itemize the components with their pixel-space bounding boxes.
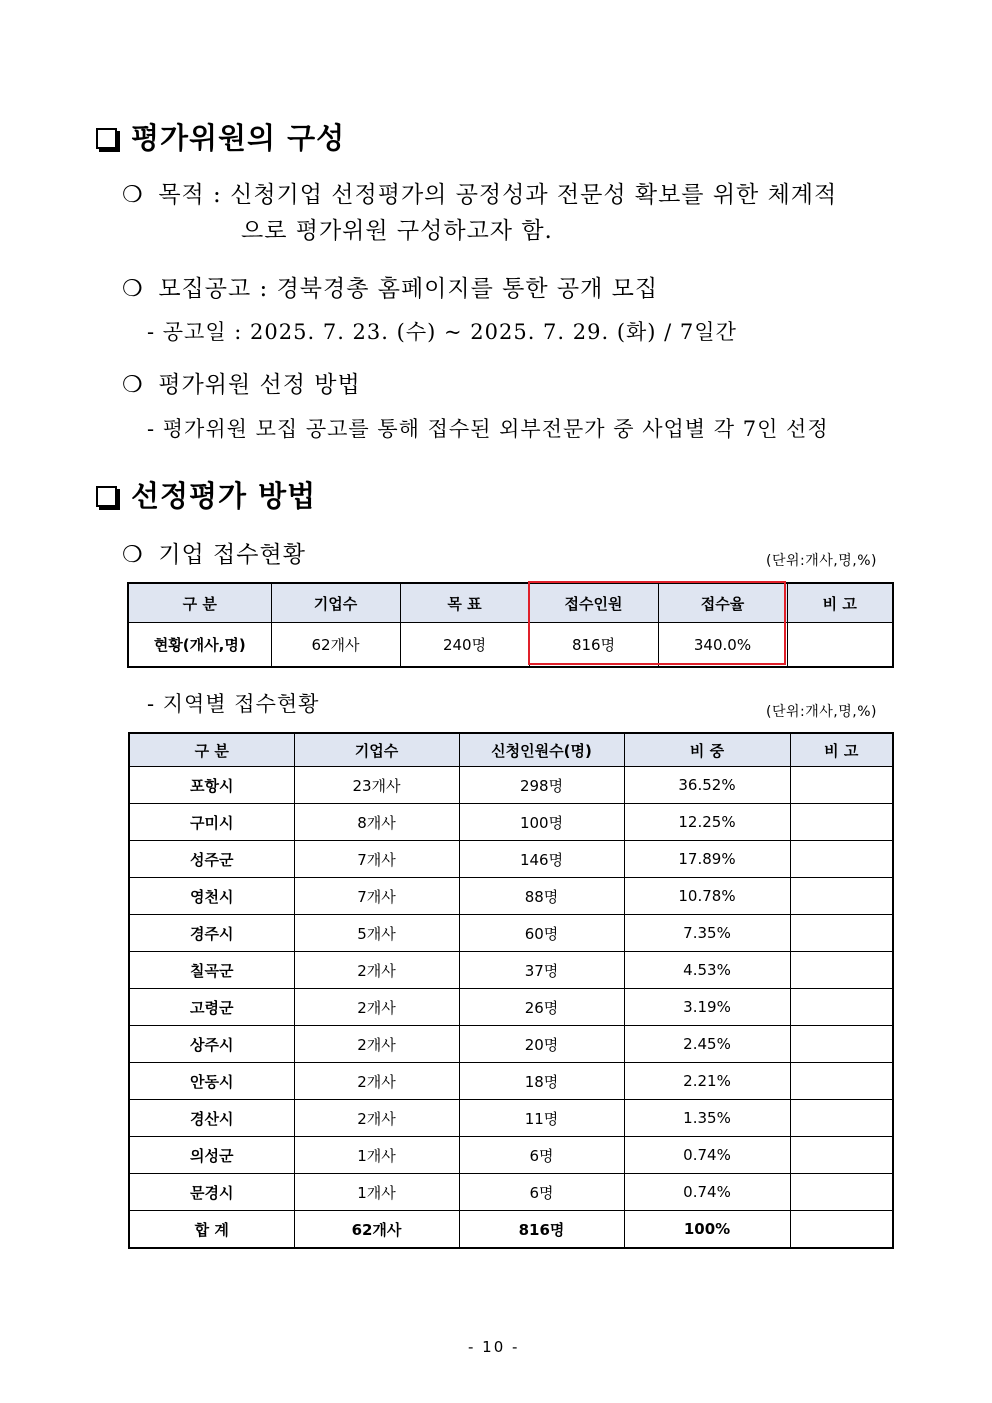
table-row: [129, 767, 893, 804]
bullet-purpose: [122, 176, 837, 209]
total-cell-region: 합 계: [129, 1211, 294, 1249]
table-row: [129, 1026, 893, 1063]
cell-applicants: 26명: [459, 989, 624, 1026]
cell-company-count: 7개사: [294, 841, 459, 878]
header-company-count: 기업수: [271, 583, 400, 623]
cell-target: 240명: [400, 623, 529, 668]
cell-company-count: 1개사: [294, 1174, 459, 1211]
cell-region: 고령군: [129, 989, 294, 1026]
cell-remarks: [790, 952, 893, 989]
section-1-heading: [96, 116, 345, 157]
cell-region: 의성군: [129, 1137, 294, 1174]
table-row: [129, 1174, 893, 1211]
page-number: - 10 -: [468, 1338, 520, 1356]
cell-remarks: [787, 623, 893, 668]
header-remarks: 비 고: [790, 733, 893, 767]
cell-share: 7.35%: [624, 915, 790, 952]
purpose-label: 목적: [158, 182, 205, 208]
circle-bullet-icon: ❍: [122, 372, 144, 398]
cell-share: 12.25%: [624, 804, 790, 841]
section-1-title: 평가위원의 구성: [131, 121, 346, 155]
cell-share: 1.35%: [624, 1100, 790, 1137]
cell-share: 36.52%: [624, 767, 790, 804]
cell-category: 현황(개사,명): [128, 623, 271, 668]
cell-region: 칠곡군: [129, 952, 294, 989]
cell-share: 3.19%: [624, 989, 790, 1026]
cell-remarks: [790, 1100, 893, 1137]
announcement-period: - 공고일 : 2025. 7. 23. (수) ~ 2025. 7. 29. (화) / 7일간: [147, 320, 737, 344]
cell-company-count: 7개사: [294, 878, 459, 915]
cell-company-count: 1개사: [294, 1137, 459, 1174]
header-applicants: 접수인원: [529, 583, 658, 623]
cell-share: 17.89%: [624, 841, 790, 878]
cell-company-count: 2개사: [294, 1026, 459, 1063]
regional-header-row: [129, 733, 893, 767]
cell-share: 0.74%: [624, 1174, 790, 1211]
table-row: [129, 804, 893, 841]
regional-unit-label: (단위:개사,명,%): [766, 704, 877, 720]
cell-remarks: [790, 989, 893, 1026]
header-share: 비 중: [624, 733, 790, 767]
circle-bullet-icon: ❍: [122, 276, 144, 302]
cell-applicants: 816명: [529, 623, 658, 668]
cell-applicants: 6명: [459, 1174, 624, 1211]
cell-remarks: [790, 767, 893, 804]
selection-method-label: 평가위원 선정 방법: [158, 372, 361, 398]
cell-region: 경산시: [129, 1100, 294, 1137]
separator: :: [251, 276, 277, 302]
checkbox-square-icon: [96, 128, 117, 149]
cell-applicants: 37명: [459, 952, 624, 989]
cell-remarks: [790, 1026, 893, 1063]
cell-remarks: [790, 915, 893, 952]
cell-remarks: [790, 1063, 893, 1100]
cell-company-count: 5개사: [294, 915, 459, 952]
header-category: 구 분: [129, 733, 294, 767]
cell-company-count: 2개사: [294, 1063, 459, 1100]
total-cell-share: 100%: [624, 1211, 790, 1249]
header-company-count: 기업수: [294, 733, 459, 767]
bullet-recruitment: [122, 270, 658, 303]
cell-applicants: 100명: [459, 804, 624, 841]
table-row: [129, 915, 893, 952]
cell-region: 포항시: [129, 767, 294, 804]
section-2-title: 선정평가 방법: [131, 479, 317, 513]
checkbox-square-icon: [96, 486, 117, 507]
recruitment-label: 모집공고: [158, 276, 252, 302]
cell-applicants: 20명: [459, 1026, 624, 1063]
cell-applicants: 11명: [459, 1100, 624, 1137]
cell-share: 4.53%: [624, 952, 790, 989]
cell-applicants: 146명: [459, 841, 624, 878]
cell-remarks: [790, 1137, 893, 1174]
total-row: [129, 1211, 893, 1249]
cell-share: 2.45%: [624, 1026, 790, 1063]
cell-share: 10.78%: [624, 878, 790, 915]
total-cell-company-count: 62개사: [294, 1211, 459, 1249]
table-row: [129, 1100, 893, 1137]
cell-remarks: [790, 841, 893, 878]
cell-region: 영천시: [129, 878, 294, 915]
cell-applicants: 18명: [459, 1063, 624, 1100]
cell-applicants: 60명: [459, 915, 624, 952]
cell-rate: 340.0%: [658, 623, 787, 668]
cell-region: 상주시: [129, 1026, 294, 1063]
header-rate: 접수율: [658, 583, 787, 623]
section-2-heading: [96, 474, 316, 515]
circle-bullet-icon: ❍: [122, 182, 144, 208]
table-row: [129, 878, 893, 915]
cell-company-count: 62개사: [271, 623, 400, 668]
cell-share: 2.21%: [624, 1063, 790, 1100]
header-remarks: 비 고: [787, 583, 893, 623]
recruitment-text: 경북경총 홈페이지를 통한 공개 모집: [276, 276, 659, 302]
cell-company-count: 2개사: [294, 989, 459, 1026]
cell-company-count: 8개사: [294, 804, 459, 841]
purpose-text-line1: 신청기업 선정평가의 공정성과 전문성 확보를 위한 체계적: [230, 182, 838, 208]
purpose-text-line2: 으로 평가위원 구성하고자 함.: [241, 218, 553, 244]
cell-remarks: [790, 1174, 893, 1211]
header-applicants: 신청인원수(명): [459, 733, 624, 767]
cell-applicants: 88명: [459, 878, 624, 915]
header-target: 목 표: [400, 583, 529, 623]
cell-applicants: 6명: [459, 1137, 624, 1174]
cell-region: 문경시: [129, 1174, 294, 1211]
table-row: [129, 1063, 893, 1100]
cell-company-count: 2개사: [294, 1100, 459, 1137]
cell-region: 안동시: [129, 1063, 294, 1100]
cell-remarks: [790, 804, 893, 841]
cell-applicants: 298명: [459, 767, 624, 804]
regional-title: - 지역별 접수현황: [147, 692, 320, 716]
company-reception-subtitle: [122, 536, 306, 569]
highlight-box: [528, 581, 786, 665]
table-row: [129, 952, 893, 989]
cell-region: 성주군: [129, 841, 294, 878]
cell-region: 경주시: [129, 915, 294, 952]
subtitle-text: 기업 접수현황: [158, 542, 306, 568]
regional-table: [128, 732, 894, 1249]
table-row: [129, 841, 893, 878]
cell-share: 0.74%: [624, 1137, 790, 1174]
cell-company-count: 2개사: [294, 952, 459, 989]
circle-bullet-icon: ❍: [122, 542, 144, 568]
total-cell-applicants: 816명: [459, 1211, 624, 1249]
cell-remarks: [790, 878, 893, 915]
header-category: 구 분: [128, 583, 271, 623]
cell-company-count: 23개사: [294, 767, 459, 804]
total-cell-remarks: [790, 1211, 893, 1249]
table-row: [129, 989, 893, 1026]
cell-region: 구미시: [129, 804, 294, 841]
bullet-selection-method: [122, 366, 361, 399]
separator: :: [204, 182, 231, 208]
selection-method-detail: - 평가위원 모집 공고를 통해 접수된 외부전문가 중 사업별 각 7인 선정: [147, 417, 829, 441]
table-row: [129, 1137, 893, 1174]
unit-label: (단위:개사,명,%): [766, 553, 877, 569]
